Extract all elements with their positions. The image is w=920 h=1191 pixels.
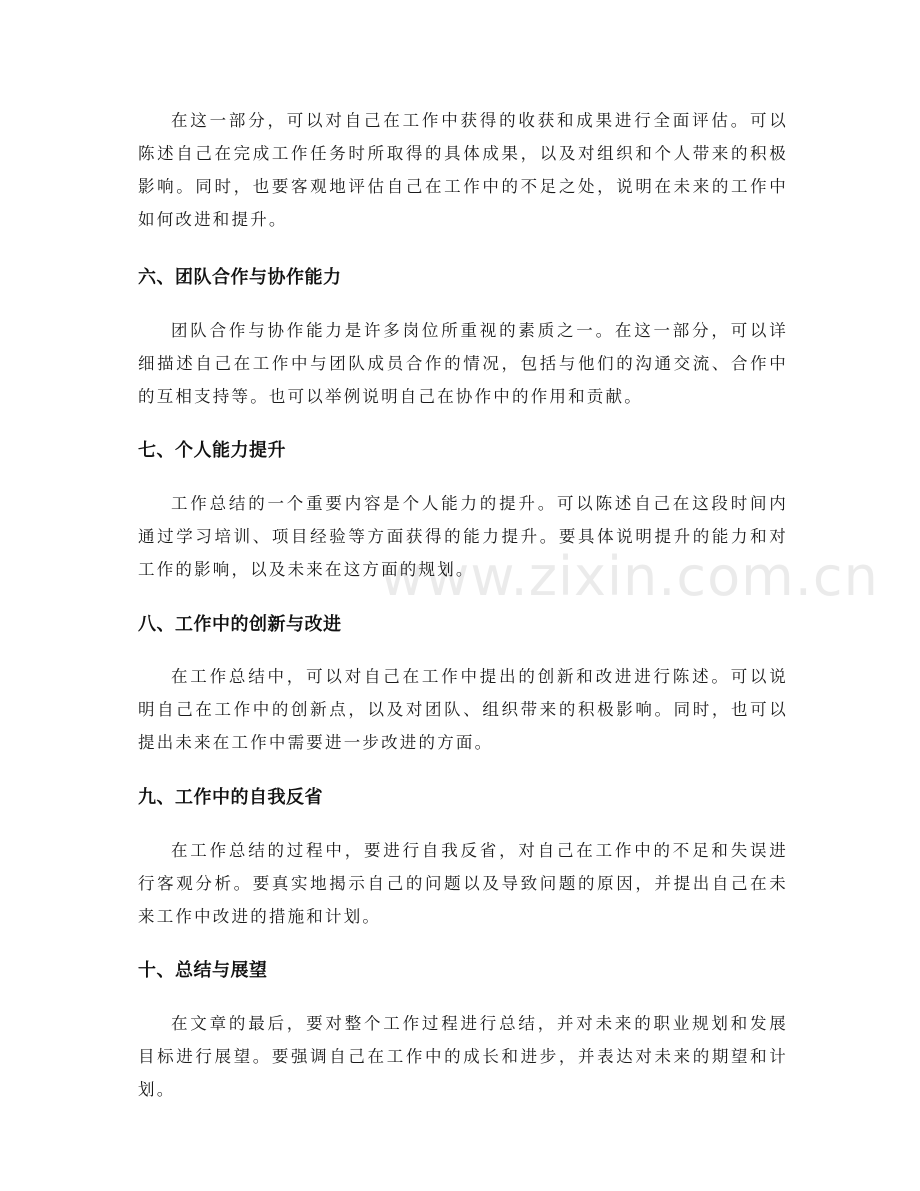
heading-teamwork: 六、团队合作与协作能力 — [138, 267, 342, 288]
paragraph-teamwork: 团队合作与协作能力是许多岗位所重视的素质之一。在这一部分，可以详细描述自己在工作中与团队成员合作的情况，包括与他们的沟通交流、合作中的互相支持等。也可以举例说明自己在协作中的作用和贡献。 — [138, 321, 788, 406]
heading-summary-outlook: 十、总结与展望 — [138, 960, 268, 981]
paragraph-summary-outlook: 在文章的最后，要对整个工作过程进行总结，并对未来的职业规划和发展目标进行展望。要强调自己在工作中的成长和进步，并表达对未来的期望和计划。 — [138, 1014, 788, 1099]
paragraph-ability-improvement: 工作总结的一个重要内容是个人能力的提升。可以陈述自己在这段时间内通过学习培训、项目经验等方面获得的能力提升。要具体说明提升的能力和对工作的影响，以及未来在这方面的规划。 — [138, 494, 788, 579]
paragraph-achievement-evaluation: 在这一部分，可以对自己在工作中获得的收获和成果进行全面评估。可以陈述自己在完成工作任务时所取得的具体成果，以及对组织和个人带来的积极影响。同时，也要客观地评估自己在工作中的不足之处，说明在未来的工作中如何改进和提升。 — [138, 111, 788, 229]
heading-innovation: 八、工作中的创新与改进 — [138, 614, 342, 635]
watermark: www.zixin.com.cn — [380, 545, 879, 608]
paragraph-self-reflection: 在工作总结的过程中，要进行自我反省，对自己在工作中的不足和失误进行客观分析。要真实地揭示自己的问题以及导致问题的原因，并提出自己在未来工作中改进的措施和计划。 — [138, 841, 788, 926]
heading-ability-improvement: 七、个人能力提升 — [138, 440, 286, 461]
heading-self-reflection: 九、工作中的自我反省 — [138, 787, 323, 808]
paragraph-innovation: 在工作总结中，可以对自己在工作中提出的创新和改进进行陈述。可以说明自己在工作中的创新点，以及对团队、组织带来的积极影响。同时，也可以提出未来在工作中需要进一步改进的方面。 — [138, 667, 788, 752]
